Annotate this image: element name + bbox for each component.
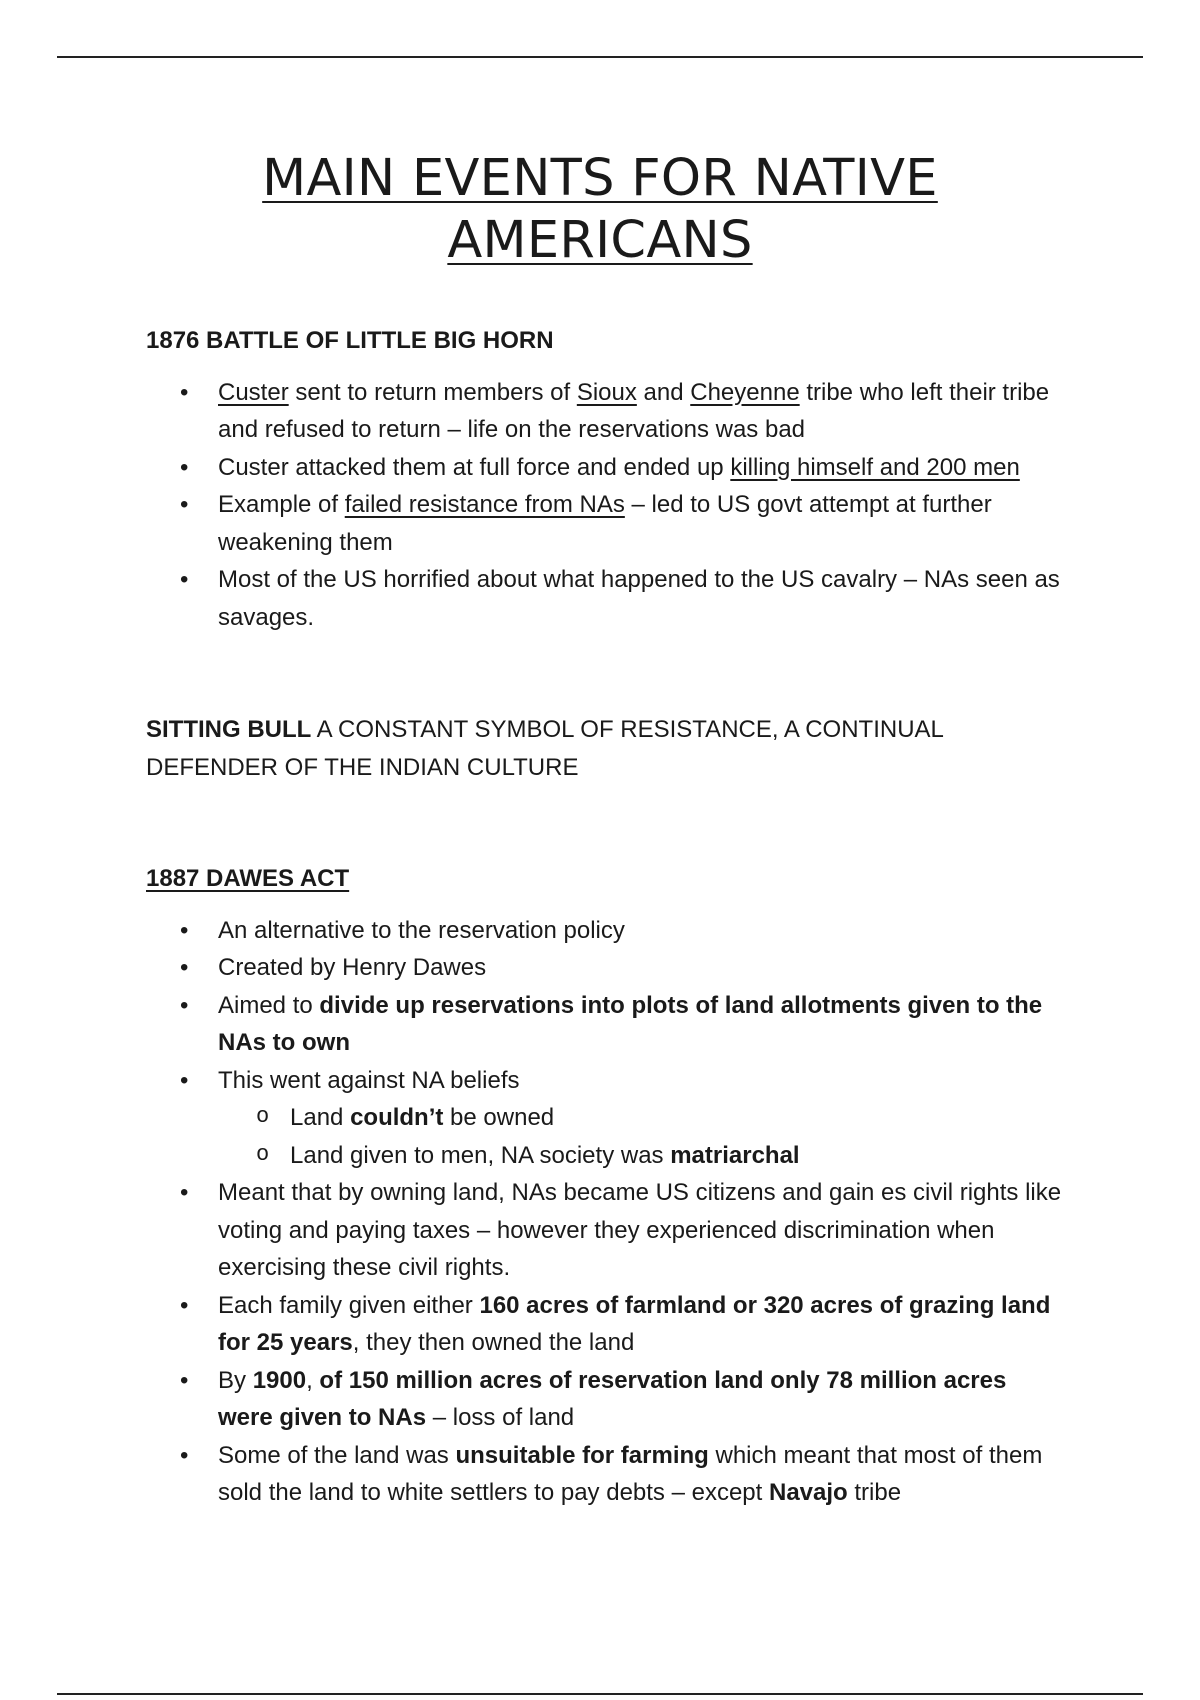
list-item: • Meant that by owning land, NAs became US citizens and gain es civil rights like voting and paying taxes – however they experienced discrimination when exercising these civil rights. (146, 1174, 1066, 1287)
sub-list-item (146, 1099, 1066, 1137)
text-cheyenne: Cheyenne (690, 378, 800, 406)
text: Some of the land was (218, 1441, 456, 1469)
section-heading-little-big-horn: 1876 BATTLE OF LITTLE BIG HORN (146, 327, 554, 354)
text: – loss of land (426, 1404, 575, 1431)
list-item (146, 486, 1066, 561)
text: , (306, 1366, 320, 1394)
text: – led to US govt attempt at further weakening them (218, 491, 992, 556)
text: Most of the US horrified about what happened to the US cavalry – NAs seen as savages. (218, 566, 1060, 631)
text-sioux: Sioux (576, 378, 637, 406)
text: Land (290, 1104, 351, 1131)
list-item: • An alternative to the reservation policy (146, 912, 1066, 950)
text-underlined: killing himself and 200 men (730, 453, 1020, 481)
text: By (218, 1366, 253, 1394)
bottom-rule (57, 1693, 1143, 1695)
text-bold: matriarchal (670, 1141, 800, 1169)
text-bold: Navajo (769, 1479, 848, 1506)
title-line-2: AMERICANS (447, 211, 753, 270)
text-bold: divide up reservations into plots of land allotments given to the NAs to own (218, 991, 1043, 1056)
text: be owned (443, 1104, 555, 1131)
little-big-horn-list (146, 374, 1066, 637)
text: sent to return members of (288, 378, 577, 406)
text: Example of (218, 491, 345, 518)
text: and (636, 378, 691, 406)
text-bold: of 150 million acres of reservation land only 78 million acres were given to NAs (218, 1366, 1007, 1431)
list-item: • This went against NA beliefs (146, 1062, 1066, 1100)
text: which meant that most of them sold the land to white settlers to pay debts – except (218, 1441, 1043, 1506)
text: Custer attacked them at full force and ended up (218, 453, 731, 481)
text-bold: 160 acres of farmland or 320 acres of grazing land for 25 years (218, 1291, 1051, 1356)
dawes-act-list (146, 912, 1066, 1512)
list-item (146, 1287, 1066, 1362)
list-item: • Created by Henry Dawes (146, 949, 1066, 987)
title-line-1: MAIN EVENTS FOR NATIVE (262, 149, 938, 208)
list-item (146, 449, 1066, 487)
text: A CONSTANT SYMBOL OF RESISTANCE, A CONTINUAL DEFENDER OF THE INDIAN CULTURE (146, 716, 944, 781)
text-bold: couldn’t (350, 1104, 444, 1131)
page-title (100, 148, 1100, 272)
list-item (146, 987, 1066, 1062)
text: Land given to men, NA society was (290, 1141, 671, 1169)
text-bold: 1900 (252, 1366, 307, 1394)
text-bold: unsuitable for farming (455, 1441, 709, 1469)
list-item (146, 1437, 1066, 1512)
document-body (146, 322, 1066, 1512)
section-heading-dawes-act: 1887 DAWES ACT (146, 865, 350, 892)
text: , they then owned the land (352, 1329, 635, 1356)
list-item (146, 1362, 1066, 1437)
top-rule (57, 56, 1143, 58)
text-custer: Custer (218, 378, 289, 406)
text: Each family given either (218, 1291, 480, 1319)
text: tribe who left their tribe and refused to return – life on the reservations was bad (218, 378, 1050, 443)
list-item (146, 561, 1066, 636)
text-underlined: failed resistance from NAs (344, 491, 625, 518)
sitting-bull-paragraph (146, 711, 1066, 786)
text: Aimed to (218, 991, 320, 1019)
text: tribe (847, 1479, 902, 1506)
sub-list-item (146, 1137, 1066, 1175)
sitting-bull-label: SITTING BULL (146, 716, 312, 743)
list-item (146, 374, 1066, 449)
